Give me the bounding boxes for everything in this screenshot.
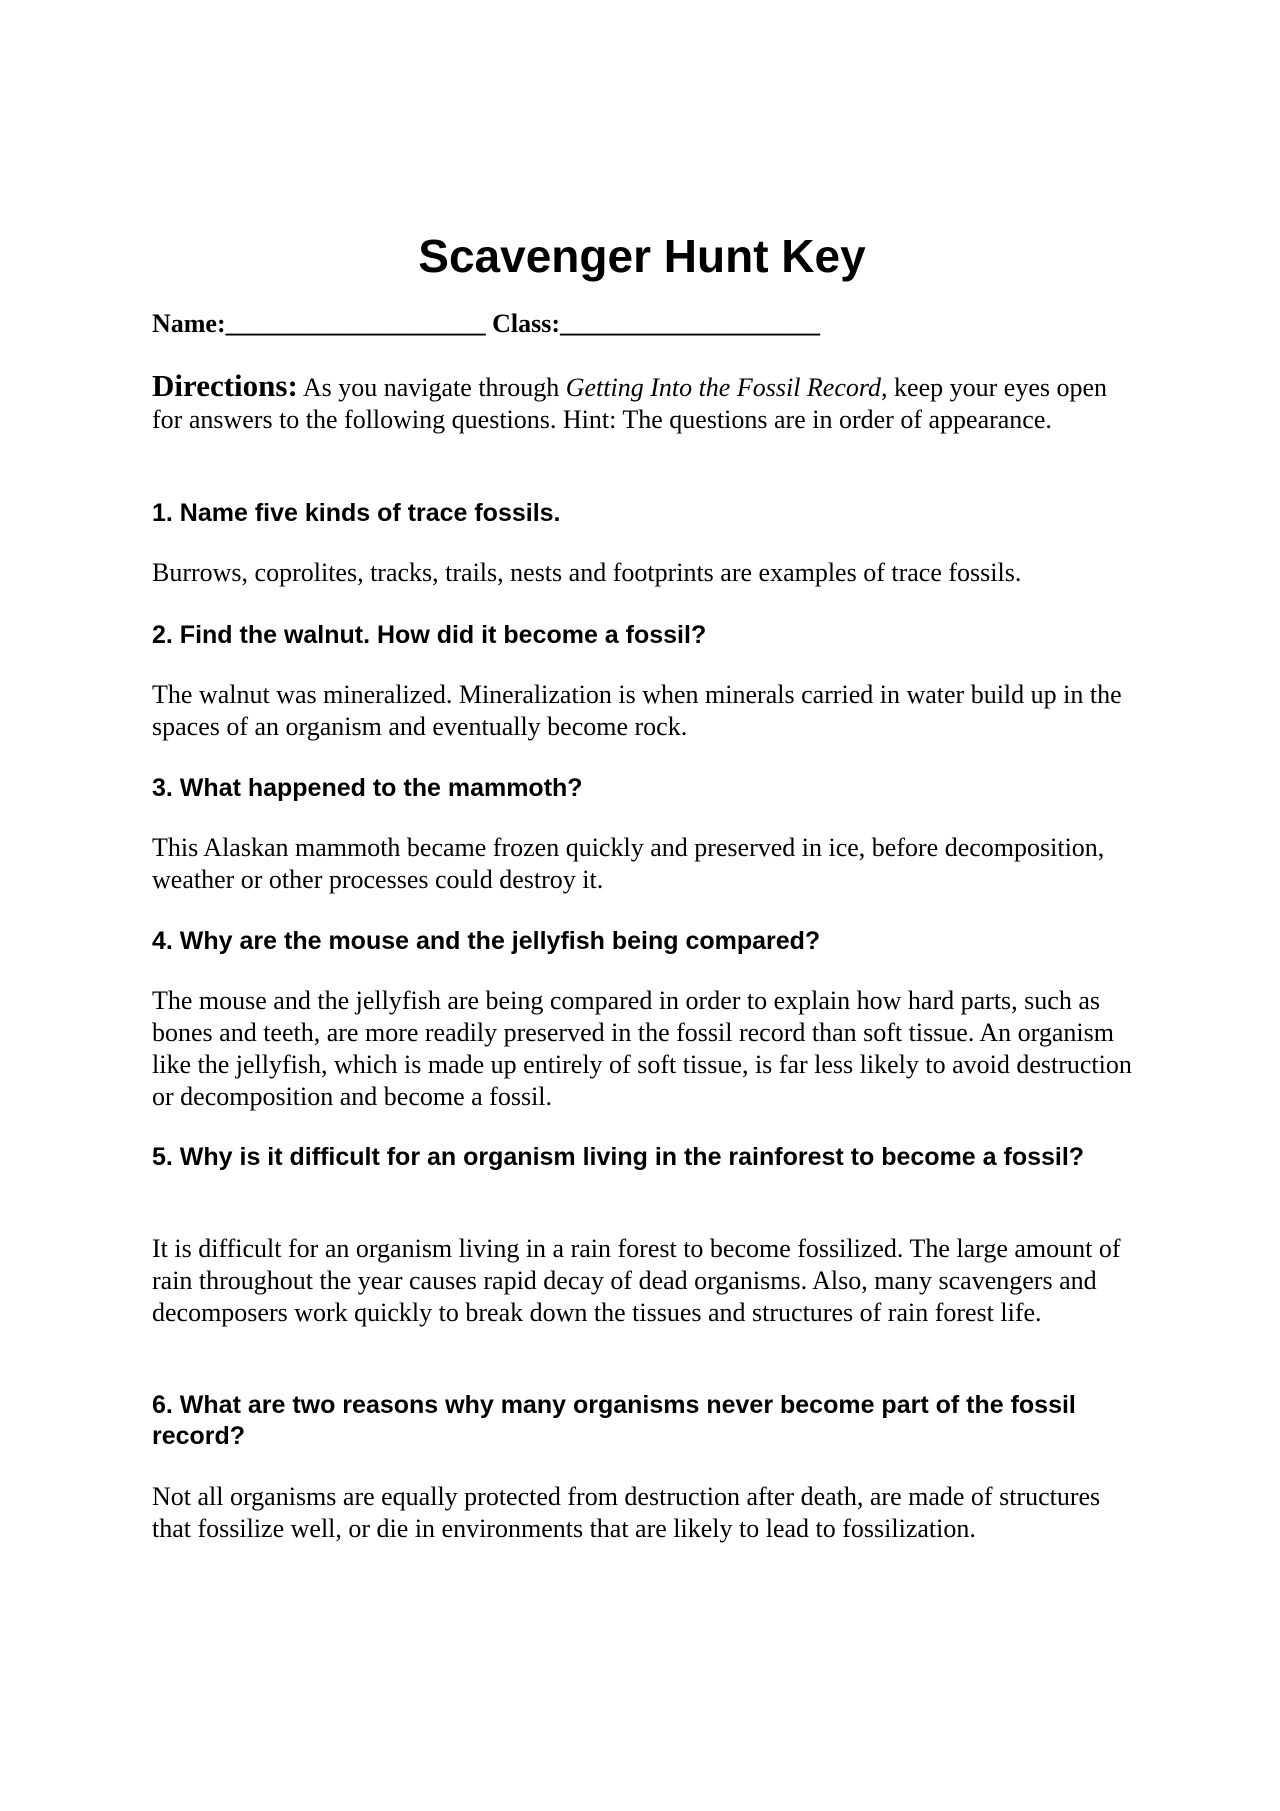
question-1: 1. Name five kinds of trace fossils. bbox=[152, 499, 561, 527]
answer-6: Not all organisms are equally protected from destruction after death, are made of structures that fossilize well, or die in environments that are likely to lead to fossilization. bbox=[152, 1482, 1101, 1543]
answer-3: This Alaskan mammoth became frozen quickly and preserved in ice, before decomposition, weather or other processes could destroy it. bbox=[152, 833, 1105, 894]
class-label: Class: bbox=[492, 309, 561, 338]
book-title: Getting Into the Fossil Record bbox=[565, 373, 882, 402]
name-class-line bbox=[152, 306, 820, 342]
question-6: 6. What are two reasons why many organisms never become part of the fossil record? bbox=[152, 1391, 1076, 1450]
page-title: Scavenger Hunt Key bbox=[418, 230, 866, 282]
question-3: 3. What happened to the mammoth? bbox=[152, 774, 583, 802]
name-label: Name: bbox=[152, 309, 226, 338]
name-blank[interactable]: ____________________ bbox=[225, 309, 486, 338]
answer-2: The walnut was mineralized. Mineralization is when minerals carried in water build up in the spaces of an organism and eventually become rock. bbox=[152, 680, 1122, 741]
question-2: 2. Find the walnut. How did it become a fossil? bbox=[152, 621, 707, 649]
question-4: 4. Why are the mouse and the jellyfish being compared? bbox=[152, 927, 821, 955]
answer-4: The mouse and the jellyfish are being compared in order to explain how hard parts, such as bones and teeth, are more readily preserved in the fossil record than soft tissue. An organism like the jellyfish, which is made up entirely of soft tissue, is far less likely to avoid destruction or decomposition and become a fossil. bbox=[152, 986, 1132, 1111]
answer-5: It is difficult for an organism living in a rain forest to become fossilized. The large amount of rain throughout the year causes rapid decay of dead organisms. Also, many scavengers and decomposers work quickly to break down the tissues and structures of rain forest life. bbox=[152, 1234, 1121, 1327]
directions-text-after: , keep your eyes open for answers to the following questions. Hint: The questions are in order of appearance. bbox=[152, 373, 1108, 434]
directions-label: Directions: bbox=[152, 368, 298, 403]
answer-1: Burrows, coprolites, tracks, trails, nests and footprints are examples of trace fossils. bbox=[152, 558, 1022, 587]
directions-paragraph bbox=[152, 370, 1132, 436]
directions-text-before: As you navigate through bbox=[297, 373, 566, 402]
class-blank[interactable]: ____________________ bbox=[560, 309, 821, 338]
question-5: 5. Why is it difficult for an organism living in the rainforest to become a fossil? bbox=[152, 1143, 1085, 1171]
